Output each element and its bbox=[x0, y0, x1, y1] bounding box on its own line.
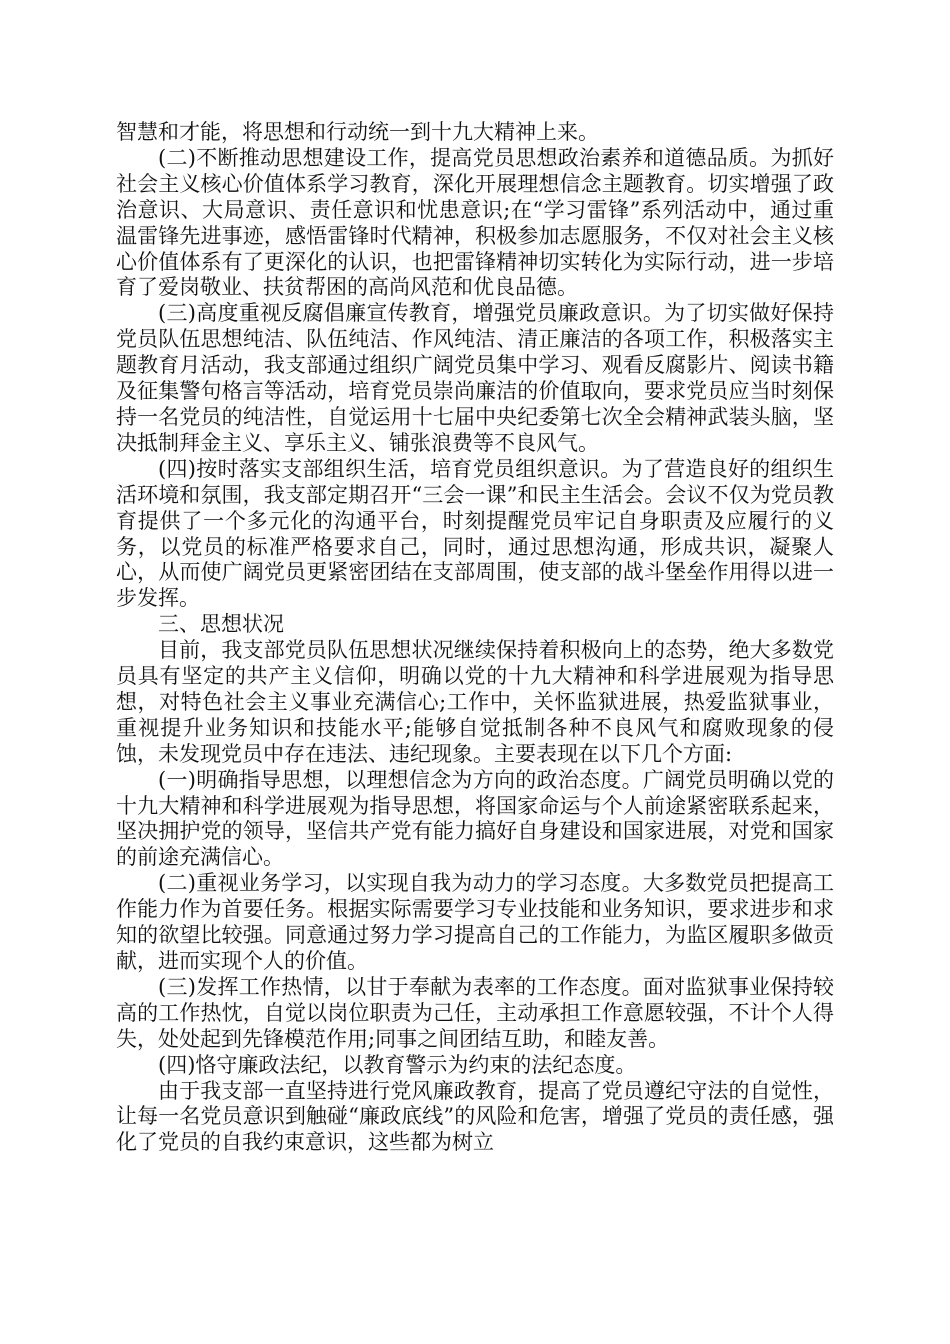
paragraph-political-attitude: (一)明确指导思想，以理想信念为方向的政治态度。广阔党员明确以党的十九大精神和科学进展观为指导思想，将国家命运与个人前途紧密联系起来，坚决拥护党的领导，坚信共产党有能力搞好自身建设和国家进展，对党和国家的前途充满信心。 bbox=[116, 767, 834, 870]
paragraph-work-attitude: (三)发挥工作热情，以甘于奉献为表率的工作态度。面对监狱事业保持较高的工作热忱，自觉以岗位职责为己任，主动承担工作意愿较强，不计个人得失，处处起到先锋模范作用;同事之间团结互助，和睦友善。 bbox=[116, 974, 834, 1051]
paragraph-anti-corruption: (三)高度重视反腐倡廉宣传教育，增强党员廉政意识。为了切实做好保持党员队伍思想纯洁、队伍纯洁、作风纯洁、清正廉洁的各项工作，积极落实主题教育月活动，我支部通过组织广阔党员集中学习、观看反腐影片、阅读书籍及征集警句格言等活动，培育党员崇尚廉洁的价值取向，要求党员应当时刻保持一名党员的纯洁性，自觉运用十七届中央纪委第七次全会精神武装头脑，坚决抵制拜金主义、享乐主义、铺张浪费等不良风气。 bbox=[116, 301, 834, 455]
paragraph-ideological-building: (二)不断推动思想建设工作，提高党员思想政治素养和道德品质。为抓好社会主义核心价值体系学习教育，深化开展理想信念主题教育。切实增强了政治意识、大局意识、责任意识和忧患意识;在“学习雷锋”系列活动中，通过重温雷锋先进事迹，感悟雷锋时代精神，积极参加志愿服务，不仅对社会主义核心价值体系有了更深化的认识，也把雷锋精神切实转化为实际行动，进一步培育了爱岗敬业、扶贫帮困的高尚风范和优良品德。 bbox=[116, 145, 834, 300]
paragraph-current-status: 目前，我支部党员队伍思想状况继续保持着积极向上的态势，绝大多数党员具有坚定的共产主义信仰，明确以党的十九大精神和科学进展观为指导思想，对特色社会主义事业充满信心;工作中，关怀监狱进展，热爱监狱事业，重视提升业务知识和技能水平;能够自觉抵制各种不良风气和腐败现象的侵蚀，未发现党员中存在违法、违纪现象。主要表现在以下几个方面: bbox=[116, 638, 834, 766]
section-heading-thought-status: 三、思想状况 bbox=[158, 612, 284, 637]
paragraph-learning-attitude: (二)重视业务学习，以实现自我为动力的学习态度。大多数党员把提高工作能力作为首要任务。根据实际需要学习专业技能和业务知识，要求进步和求知的欲望比较强。同意通过努力学习提高自己的工作能力，为监区履职多做贡献，进而实现个人的价值。 bbox=[116, 871, 834, 973]
paragraph-organizational-life: (四)按时落实支部组织生活，培育党员组织意识。为了营造良好的组织生活环境和氛围，我支部定期召开“三会一课”和民主生活会。会议不仅为党员教育提供了一个多元化的沟通平台，时刻提醒党员牢记自身职责及应履行的义务，以党员的标准严格要求自己，同时，通过思想沟通，形成共识，凝聚人心，从而使广阔党员更紧密团结在支部周围，使支部的战斗堡垒作用得以进一步发挥。 bbox=[116, 456, 834, 611]
paragraph-discipline-attitude: (四)恪守廉政法纪，以教育警示为约束的法纪态度。 bbox=[158, 1052, 637, 1077]
paragraph-continuation: 智慧和才能，将思想和行动统一到十九大精神上来。 bbox=[116, 120, 599, 144]
document-body bbox=[116, 120, 834, 1156]
paragraph-integrity-education: 由于我支部一直坚持进行党风廉政教育，提高了党员遵纪守法的自觉性，让每一名党员意识到触碰“廉政底线”的风险和危害，增强了党员的责任感，强化了党员的自我约束意识，这些都为树立 bbox=[116, 1078, 834, 1155]
